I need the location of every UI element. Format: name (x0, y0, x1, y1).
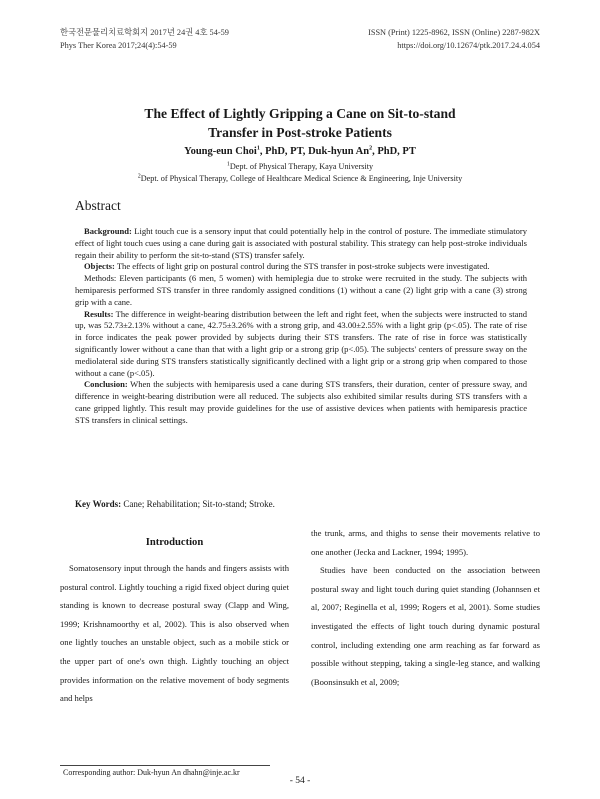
conclusion-label: Conclusion: (84, 379, 128, 390)
affiliation-1 (60, 162, 540, 171)
methods-text: Eleven participants (6 men, 5 women) with hemiplegia due to stroke were recruited in the study. The subjects with hemiparesis performed STS transfer in three randomly assigned conditions (1) without a cane (2) light grip with a cane (3) strong grip with a cane. (75, 273, 527, 307)
affiliation-1-text: Dept. of Physical Therapy, Kaya University (229, 162, 374, 171)
abstract-body (75, 226, 527, 427)
page-number: - 54 - (289, 776, 311, 786)
intro-paragraph-1: Somatosensory input through the hands and fingers assists with postural control. Lightly touching a rigid fixed object during quiet standing is known to decrease postural sway (Clapp and Wing, 1999; Krishnamoorthy et al, 2002). This is also observed when one lightly touches an unstable object, such as a mobile stick or the upper part of one's own thigh. Lightly touching an object provides information on the relative movement of body segments and helps (60, 563, 289, 704)
left-column (60, 533, 289, 708)
intro-paragraph-2: Studies have been conducted on the association between postural sway and light touch during quiet standing (Johannsen et al, 2007; Reginella et al, 1999; Rogers et al, 2001). Some studies investigated the effects of light touch during dynamic postural control, including extending one arm reaching as far forward as possible without stepping, taking a single-leg stance, and walking (Boonsinsukh et al, 2009; (311, 565, 540, 687)
results-text: The difference in weight-bearing distribution between the left and right feet, when the subjects were instructed to stand up, was 52.73±2.13% without a cane, 42.75±3.26% with a strong grip, and 43.00±2.55% with a light grip (p<.05). The rate of rise in force indicates the peak power provided by subjects during their STS transfers. The rate of rise in force was statistically significantly lower without a cane than that with a light grip or a strong grip (p<.05). The subjects' centers of pressure sway on the mediolateral side during STS transfers statistically significantly declined with a light grip or a strong grip when compared to those without a cane (p<.05). (75, 308, 527, 378)
affiliation-2-text: Dept. of Physical Therapy, College of Healthcare Medical Science & Engineering, Inje University (140, 174, 463, 183)
issn-line: ISSN (Print) 1225-8962, ISSN (Online) 2287-982X (368, 28, 540, 37)
abstract-results (75, 309, 527, 380)
author-2-affiliation-mark: 2 (369, 145, 373, 152)
journal-header-left (60, 26, 229, 52)
intro-paragraph-1-continued: the trunk, arms, and thighs to sense their movements relative to one another (Jecka and Lackner, 1994; 1995). (311, 528, 540, 557)
abstract-methods (75, 273, 527, 308)
affiliation-2 (60, 174, 540, 183)
keywords (75, 499, 275, 509)
objects-label: Objects: (84, 261, 115, 272)
affiliation-2-mark: 2 (137, 173, 141, 180)
abstract-objects (75, 261, 527, 273)
keywords-text: Cane; Rehabilitation; Sit-to-stand; Stroke. (121, 499, 275, 509)
author-1-name: Young-eun Choi (184, 146, 257, 157)
paper-title (60, 104, 540, 142)
background-text: Light touch cue is a sensory input that could potentially help in the control of posture. The immediate stimulatory effect of light touch cues using a cane during gait is associated with postural stability. This strategy can help post-stroke individuals regain their ability to perform the sit-to-stand (STS) transfer safely. (75, 226, 527, 260)
doi-link[interactable]: https://doi.org/10.12674/ptk.2017.24.4.054 (397, 41, 540, 50)
author-1-affiliation-mark: 1 (256, 145, 260, 152)
objects-text: The effects of light grip on postural control during the STS transfer in post-stroke subjects were investigated. (114, 261, 490, 272)
journal-header-right (368, 26, 540, 52)
title-line-1: The Effect of Lightly Gripping a Cane on Sit-to-stand (144, 106, 456, 121)
title-line-2: Transfer in Post-stroke Patients (208, 125, 392, 140)
conclusion-text: When the subjects with hemiparesis used a cane during STS transfers, their duration, center of pressure sway, and difference in weight-bearing distribution were all reduced. The subjects also exhibited similar results during STS transfers with a cane gripped lightly. This result may provide guidelines for the use of assistive devices when patients with hemiparesis practice STS transfers in clinical settings. (75, 379, 527, 425)
author-list (60, 146, 540, 157)
keywords-label: Key Words: (75, 499, 122, 509)
author-1-degrees: , PhD, PT, (259, 146, 309, 157)
author-2-degrees: , PhD, PT (372, 146, 416, 157)
results-label: Results: (84, 308, 114, 319)
author-2-name: Duk-hyun An (308, 146, 370, 157)
right-column (311, 524, 540, 691)
introduction-heading: Introduction (145, 537, 204, 548)
footnote-separator (60, 765, 270, 766)
abstract-heading: Abstract (75, 198, 121, 213)
abstract-background (75, 226, 527, 261)
corresponding-author-footnote: Corresponding author: Duk-hyun An dhahn@inje.ac.kr (63, 768, 240, 777)
affiliation-1-mark: 1 (226, 161, 230, 168)
abstract-conclusion (75, 379, 527, 426)
journal-citation: Phys Ther Korea 2017;24(4):54-59 (60, 41, 177, 50)
journal-korean-citation: 한국전문물리치료학회지 2017년 24권 4호 54-59 (60, 28, 229, 37)
methods-label: Methods: (84, 273, 117, 284)
background-label: Background: (84, 226, 132, 236)
